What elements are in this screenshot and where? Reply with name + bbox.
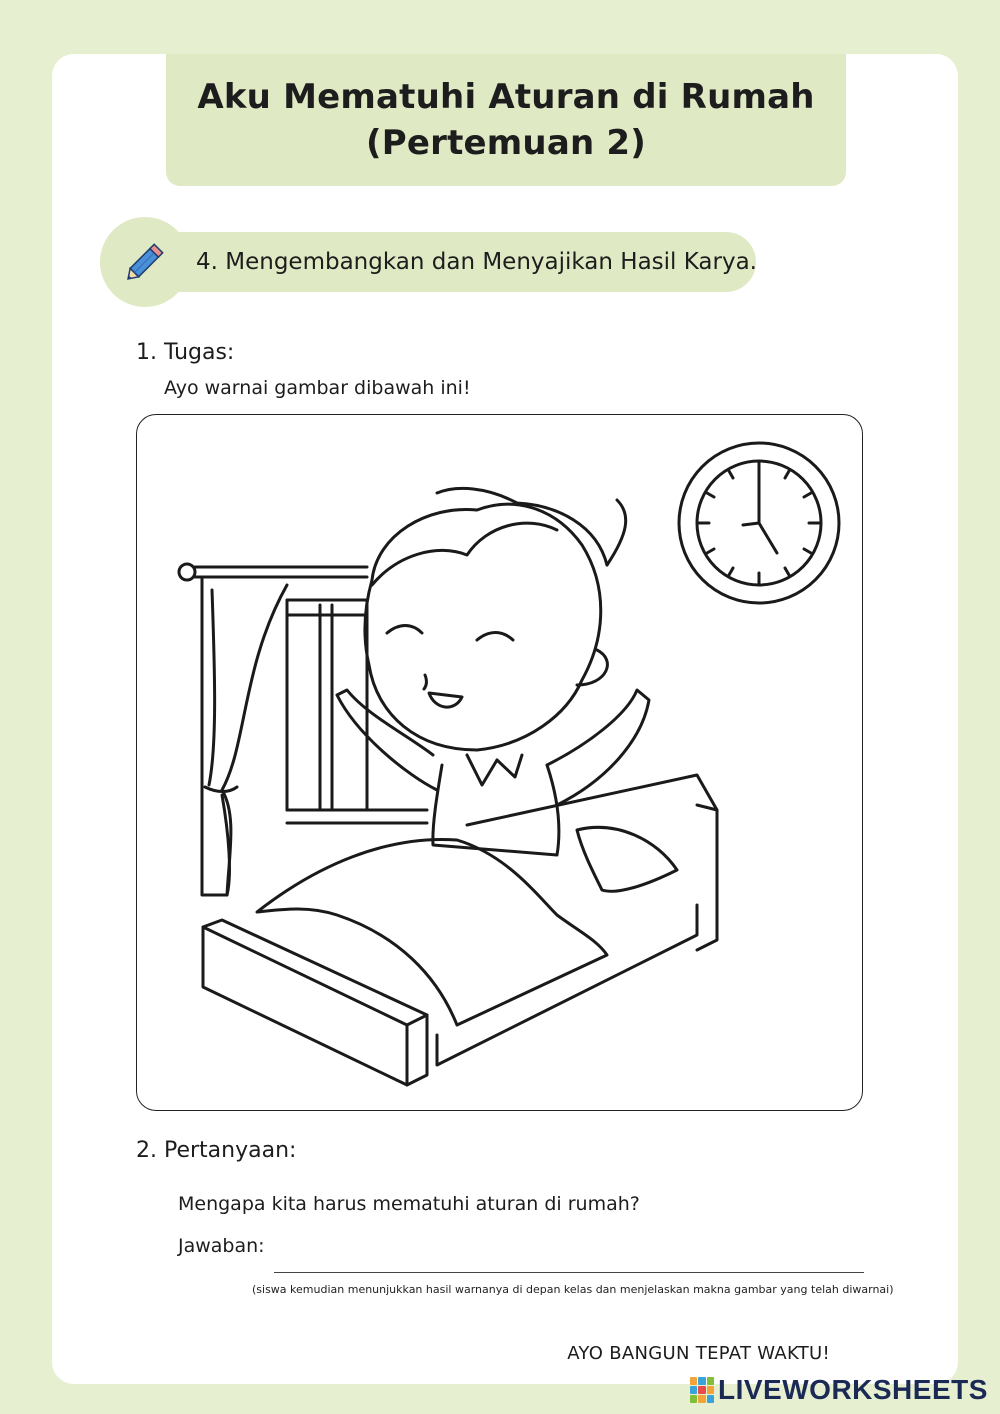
task-instruction: Ayo warnai gambar dibawah ini!: [164, 377, 471, 399]
liveworksheets-logo: [690, 1374, 988, 1406]
pencil-badge: [100, 217, 190, 307]
page-subtitle: (Pertemuan 2): [365, 123, 646, 163]
boy-waking-up-illustration: [137, 415, 864, 1112]
liveworksheets-mark-icon: [690, 1377, 714, 1403]
wall-clock-icon: [679, 443, 839, 603]
question-label: 2. Pertanyaan:: [136, 1138, 297, 1163]
bed-icon: [203, 775, 717, 1085]
picture-caption: AYO BANGUN TEPAT WAKTU!: [567, 1343, 830, 1364]
page-title: Aku Mematuhi Aturan di Rumah: [197, 77, 815, 117]
answer-label: Jawaban:: [178, 1235, 265, 1257]
section-heading: 4. Mengembangkan dan Menyajikan Hasil Karya.: [196, 249, 757, 275]
pencil-icon: [120, 237, 170, 287]
footnote: (siswa kemudian menunjukkan hasil warnanya di depan kelas dan menjelaskan makna gambar yang telah diwarnai): [252, 1283, 894, 1296]
boy-icon: [337, 488, 649, 855]
answer-field[interactable]: [274, 1272, 864, 1273]
brand-name: LIVEWORKSHEETS: [718, 1374, 988, 1405]
question-text: Mengapa kita harus mematuhi aturan di rumah?: [178, 1193, 640, 1215]
task-label: 1. Tugas:: [136, 340, 235, 365]
title-banner: [166, 54, 846, 186]
